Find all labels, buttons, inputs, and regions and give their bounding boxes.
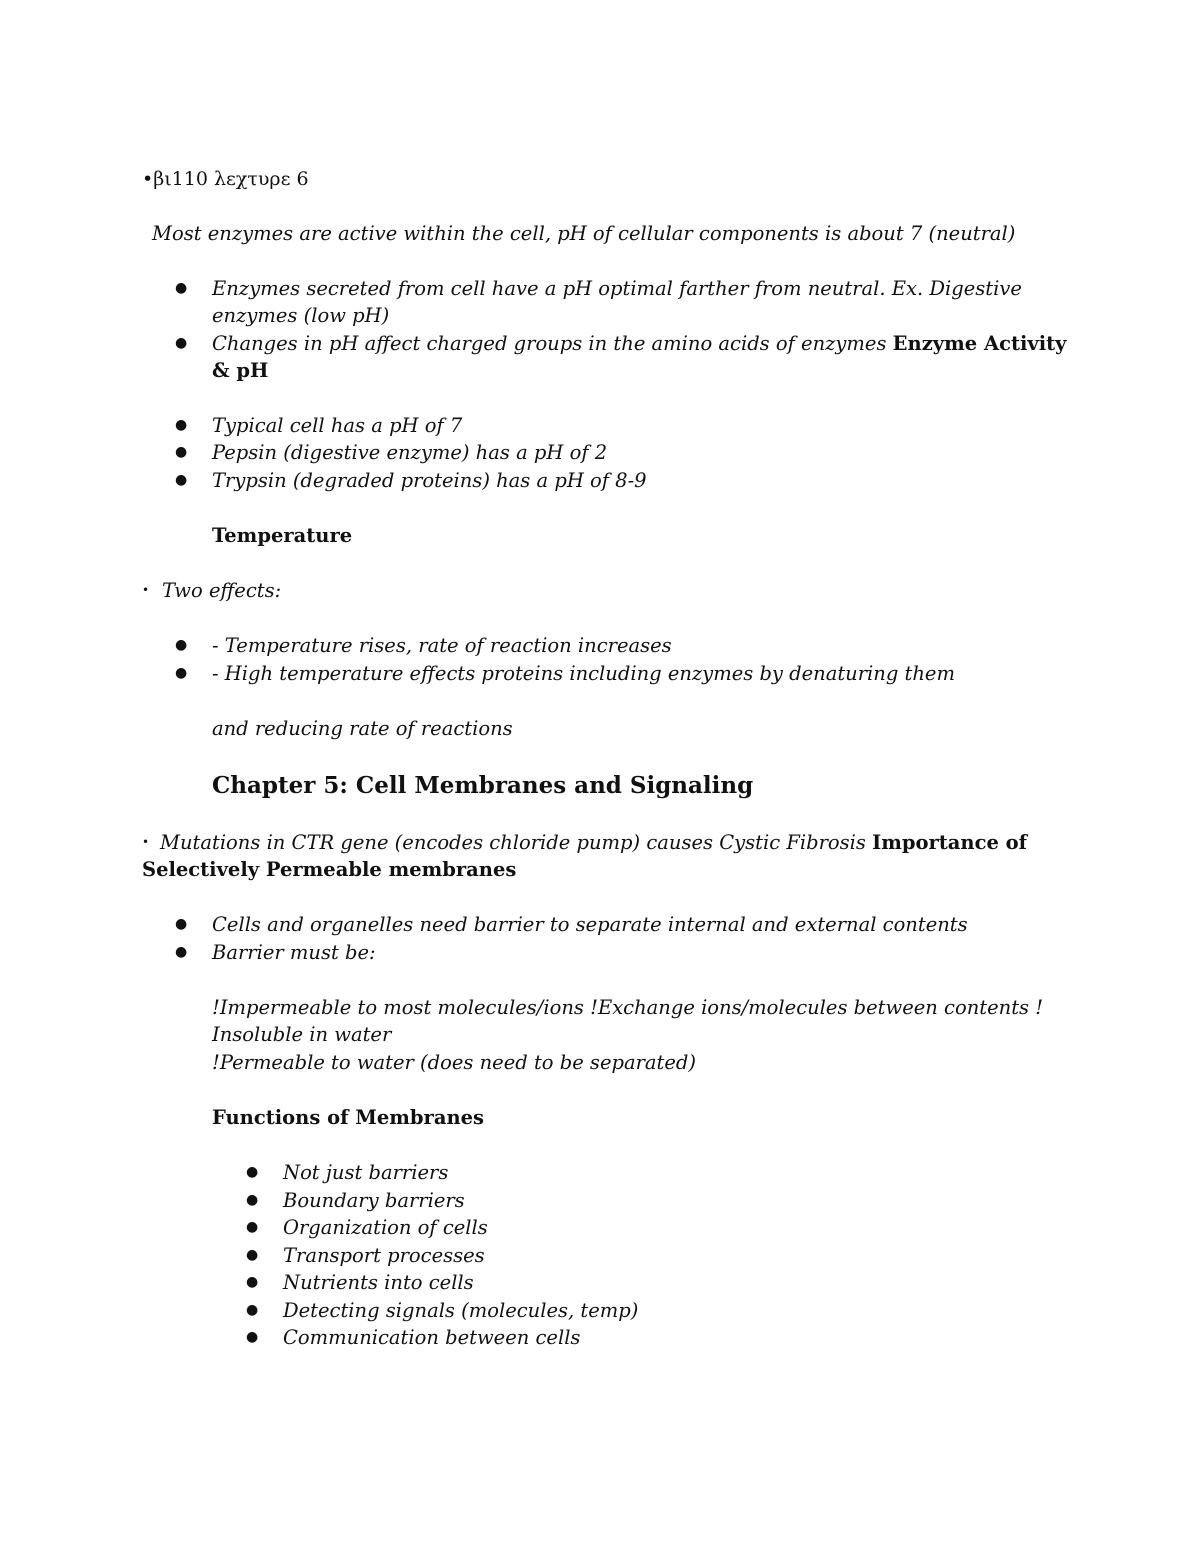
temperature-heading: Temperature [212,524,353,547]
barrier-requirement-line-1: !Impermeable to most molecules/ions !Exchange ions/molecules between contents ! [212,996,1044,1019]
functions-heading: Functions of Membranes [212,1106,485,1129]
bullet-dot: ● [175,944,188,960]
temperature-effect-1: - Temperature rises, rate of reaction increases [212,634,672,657]
barrier-requirement-line-2: Insoluble in water [212,1023,392,1046]
function-item: Not just barriers [283,1161,449,1184]
chapter-heading: Chapter 5: Cell Membranes and Signaling [212,772,754,799]
barrier-requirement-line-3: !Permeable to water (does need to be separated) [212,1051,697,1074]
bullet-dot: ● [175,280,188,296]
mutation-text: Mutations in CTR gene (encodes chloride pump) causes Cystic Fibrosis [160,831,873,854]
bullet-dot: ● [175,417,188,433]
bullet-dot: ● [175,665,188,681]
bullet-dot: ● [246,1219,259,1235]
bullet-dot: ● [246,1329,259,1345]
small-bullet-dot: • [142,835,150,849]
function-item: Organization of cells [283,1216,488,1239]
bullet-dot: ● [246,1274,259,1290]
intro-text: Most enzymes are active within the cell, pH of cellular components is about 7 (neutral) [152,222,1016,245]
importance-heading-a: Importance of [872,831,1028,854]
two-effects-text: Two effects: [162,579,282,602]
bullet-dot: ● [175,637,188,653]
ph-bullet-2 [212,330,1066,357]
mutation-line [160,829,1027,856]
function-item: Transport processes [283,1244,485,1267]
enzyme-activity-heading-b: & pH [212,359,269,382]
bullet-dot: ● [175,916,188,932]
enzyme-activity-heading-a: Enzyme Activity [892,332,1067,355]
cells-barrier-bullet: Cells and organelles need barrier to separate internal and external contents [212,913,968,936]
function-item: Communication between cells [283,1326,581,1349]
lecture-header: •βι110 λεχτυρε 6 [142,168,309,190]
bullet-dot: ● [246,1192,259,1208]
temperature-effect-2-continued: and reducing rate of reactions [212,717,513,740]
ph-bullet-1-line-2: enzymes (low pH) [212,304,390,327]
function-item: Boundary barriers [283,1189,465,1212]
bullet-dot: ● [175,472,188,488]
ph-bullet-4: Pepsin (digestive enzyme) has a pH of 2 [212,441,608,464]
barrier-must-be-bullet: Barrier must be: [212,941,376,964]
ph-bullet-1-line-1: Enzymes secreted from cell have a pH optimal farther from neutral. Ex. Digestive [212,277,1022,300]
bullet-dot: ● [175,444,188,460]
small-bullet-dot: • [142,583,150,597]
importance-heading-b: Selectively Permeable membranes [142,858,517,881]
ph-bullet-2-text: Changes in pH affect charged groups in the amino acids of enzymes [212,332,893,355]
bullet-dot: ● [246,1247,259,1263]
temperature-effect-2: - High temperature effects proteins including enzymes by denaturing them [212,662,955,685]
ph-bullet-5: Trypsin (degraded proteins) has a pH of 8-9 [212,469,647,492]
function-item: Detecting signals (molecules, temp) [283,1299,639,1322]
ph-bullet-3: Typical cell has a pH of 7 [212,414,463,437]
function-item: Nutrients into cells [283,1271,474,1294]
bullet-dot: ● [175,335,188,351]
bullet-dot: ● [246,1164,259,1180]
bullet-dot: ● [246,1302,259,1318]
